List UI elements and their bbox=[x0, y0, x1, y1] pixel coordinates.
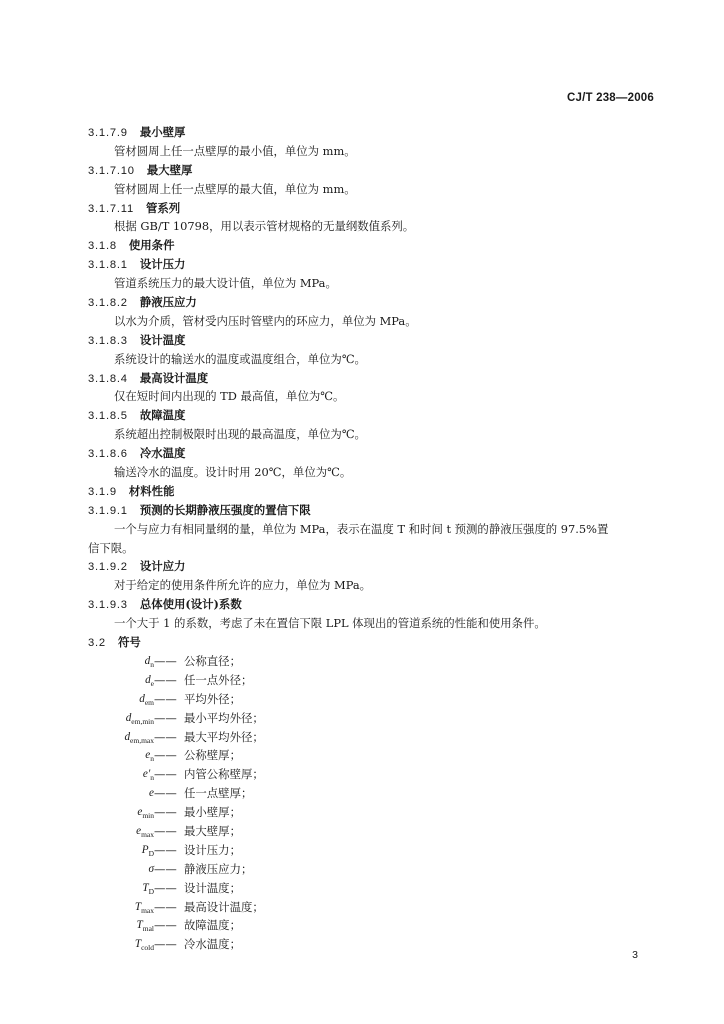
symbol-base: d bbox=[139, 692, 145, 705]
section-number: 3.1.8.4 bbox=[88, 372, 128, 385]
section-title: 最大壁厚 bbox=[146, 162, 193, 177]
symbol-subscript: n bbox=[150, 660, 154, 670]
symbol-dash: —— bbox=[154, 861, 177, 876]
section-number: 3.1.9.3 bbox=[88, 599, 128, 612]
symbol-dash: —— bbox=[154, 767, 177, 782]
symbol-base: T bbox=[134, 900, 142, 913]
section-number: 3.1.8.6 bbox=[88, 448, 128, 461]
section-heading bbox=[88, 293, 644, 312]
section-number: 3.1.7.9 bbox=[88, 127, 128, 139]
symbol-base: e bbox=[145, 749, 151, 762]
symbol-dash: —— bbox=[154, 786, 177, 801]
symbol-dash: —— bbox=[154, 842, 177, 857]
symbol-base: d bbox=[125, 711, 132, 724]
symbol-row bbox=[88, 652, 644, 671]
symbol-definition: 最大平均外径； bbox=[184, 729, 264, 744]
symbol-definition: 设计温度； bbox=[184, 880, 241, 895]
section-title: 设计压力 bbox=[139, 257, 186, 272]
symbol-base: e bbox=[137, 806, 143, 819]
paragraph-text: 输送冷水的温度。设计时用 20℃，单位为℃。 bbox=[114, 465, 352, 480]
section-title: 材料性能 bbox=[128, 483, 175, 498]
section-heading bbox=[88, 557, 644, 576]
symbol-dash: —— bbox=[154, 691, 177, 706]
page-number: 3 bbox=[632, 949, 638, 961]
symbol-row bbox=[88, 765, 644, 784]
section-heading bbox=[88, 123, 644, 142]
section-title: 设计应力 bbox=[139, 559, 186, 574]
section-title: 符号 bbox=[117, 635, 141, 650]
symbol-base: d bbox=[145, 673, 151, 686]
symbol-row bbox=[88, 822, 644, 841]
symbol-row bbox=[88, 935, 644, 954]
section-title: 总体使用(设计)系数 bbox=[139, 597, 242, 612]
symbol-base: T bbox=[136, 919, 143, 932]
symbol-dash: —— bbox=[154, 805, 177, 820]
symbol-row bbox=[88, 898, 644, 917]
symbol-definition: 任一点外径； bbox=[184, 672, 253, 687]
symbol-definition: 最大壁厚； bbox=[184, 823, 241, 838]
symbol-definition: 任一点壁厚； bbox=[184, 786, 253, 801]
symbol-definition: 设计压力； bbox=[184, 842, 241, 857]
symbol-subscript: mal bbox=[142, 924, 154, 934]
section-number: 3.2 bbox=[88, 637, 106, 650]
section-title: 预测的长期静液压强度的置信下限 bbox=[139, 502, 311, 517]
section-title: 设计温度 bbox=[139, 332, 186, 347]
paragraph-text: 系统超出控制极限时出现的最高温度，单位为℃。 bbox=[114, 427, 366, 442]
section-heading bbox=[88, 161, 644, 180]
section-number: 3.1.7.11 bbox=[88, 202, 135, 215]
symbol-dash: —— bbox=[154, 823, 177, 838]
symbol-dash: —— bbox=[154, 937, 177, 952]
section-heading bbox=[88, 406, 644, 425]
section-title: 最高设计温度 bbox=[139, 370, 209, 385]
symbol-dash: —— bbox=[154, 729, 177, 744]
symbol-definition: 平均外径； bbox=[184, 691, 241, 706]
section-number: 3.1.8.5 bbox=[88, 410, 128, 423]
symbol-dash: —— bbox=[154, 880, 177, 895]
paragraph-continuation: 信下限。 bbox=[88, 540, 134, 555]
symbol-definition: 公称直径； bbox=[184, 653, 241, 668]
symbol-base: e bbox=[149, 787, 154, 800]
symbol-base: d bbox=[124, 730, 131, 743]
section-number: 3.1.8 bbox=[88, 240, 117, 253]
symbol-row bbox=[88, 879, 644, 898]
section-title: 使用条件 bbox=[128, 238, 175, 253]
symbol-dash: —— bbox=[154, 653, 177, 668]
section-title: 管系列 bbox=[146, 200, 181, 215]
symbol-row bbox=[88, 841, 644, 860]
symbol-subscript: D bbox=[148, 849, 154, 859]
symbol-subscript: max bbox=[141, 830, 154, 840]
section-heading bbox=[88, 236, 644, 255]
symbol-subscript: n bbox=[150, 754, 154, 764]
symbol-row bbox=[88, 690, 644, 709]
section-heading bbox=[88, 444, 644, 463]
symbol-row bbox=[88, 860, 644, 879]
symbol bbox=[135, 935, 154, 958]
section-number: 3.1.8.2 bbox=[88, 297, 128, 310]
section-number: 3.1.8.1 bbox=[88, 259, 128, 272]
symbol-row bbox=[88, 728, 644, 747]
paragraph-text: 根据 GB/T 10798，用以表示管材规格的无量纲数值系列。 bbox=[114, 219, 415, 234]
symbol-subscript: cold bbox=[141, 943, 154, 953]
symbol-base: d bbox=[144, 654, 151, 667]
paragraph-text: 一个与应力有相同量纲的量，单位为 MPa，表示在温度 T 和时间 t 预测的静液压强度的 97.5%置 bbox=[114, 521, 609, 536]
symbol-base: P bbox=[141, 843, 149, 856]
symbol-dash: —— bbox=[154, 672, 177, 687]
symbol-base: σ bbox=[148, 862, 154, 875]
section-heading bbox=[88, 331, 644, 350]
section-number: 3.1.7.10 bbox=[88, 164, 135, 177]
symbol-definition: 最小壁厚； bbox=[184, 805, 241, 820]
symbol-row bbox=[88, 709, 644, 728]
section-title: 最小壁厚 bbox=[139, 125, 186, 139]
paragraph-text: 对于给定的使用条件所允许的应力，单位为 MPa。 bbox=[114, 578, 372, 593]
paragraph-text: 系统设计的输送水的温度或温度组合，单位为℃。 bbox=[114, 351, 366, 366]
paragraph-text: 一个大于 1 的系数，考虑了未在置信下限 LPL 体现出的管道系统的性能和使用条件。 bbox=[114, 616, 546, 631]
section-title: 静液压应力 bbox=[139, 295, 197, 310]
symbol-subscript: max bbox=[141, 905, 154, 915]
section-heading bbox=[88, 501, 644, 520]
symbol-subscript: e bbox=[150, 679, 154, 689]
symbol-subscript: em,min bbox=[131, 716, 154, 726]
symbol-definition: 静液压应力； bbox=[184, 861, 253, 876]
document-body bbox=[88, 123, 644, 954]
symbol-row bbox=[88, 803, 644, 822]
symbol-dash: —— bbox=[154, 899, 177, 914]
symbol-row bbox=[88, 671, 644, 690]
symbol-base: e bbox=[136, 824, 142, 837]
symbol-definition: 最高设计温度； bbox=[184, 899, 264, 914]
section-heading bbox=[88, 369, 644, 388]
section-heading bbox=[88, 255, 644, 274]
section-heading bbox=[88, 199, 644, 218]
symbol-dash: —— bbox=[154, 710, 177, 725]
paragraph-text: 仅在短时间内出现的 TD 最高值，单位为℃。 bbox=[114, 389, 345, 404]
standard-code: CJ/T 238—2006 bbox=[567, 92, 654, 104]
symbol-subscript: n bbox=[150, 773, 154, 783]
symbol-definition: 故障温度； bbox=[184, 918, 241, 933]
symbol-subscript: min bbox=[142, 811, 154, 821]
symbol-definition: 最小平均外径； bbox=[184, 710, 264, 725]
section-number: 3.1.8.3 bbox=[88, 334, 128, 347]
symbol-definition: 冷水温度； bbox=[184, 937, 241, 952]
symbol-base: T bbox=[134, 938, 142, 951]
symbol-row bbox=[88, 784, 644, 803]
section-number: 3.1.9 bbox=[88, 485, 117, 498]
section-heading bbox=[88, 482, 644, 501]
section-title: 故障温度 bbox=[139, 408, 186, 423]
section-number: 3.1.9.2 bbox=[88, 561, 128, 574]
symbol-subscript: em bbox=[144, 697, 154, 707]
symbol-row bbox=[88, 746, 644, 765]
symbol-subscript: D bbox=[148, 886, 154, 896]
symbol-base: e' bbox=[142, 768, 151, 781]
symbol-dash: —— bbox=[154, 748, 177, 763]
section-heading bbox=[88, 595, 644, 614]
symbol-definition: 内管公称壁厚； bbox=[184, 767, 264, 782]
section-number: 3.1.9.1 bbox=[88, 504, 128, 517]
section-heading bbox=[88, 633, 644, 652]
symbol-definition: 公称壁厚； bbox=[184, 748, 241, 763]
paragraph-text: 以水为介质，管材受内压时管壁内的环应力，单位为 MPa。 bbox=[114, 313, 417, 328]
symbol-dash: —— bbox=[154, 918, 177, 933]
symbol-base: T bbox=[142, 881, 149, 894]
symbol-subscript: em,max bbox=[130, 735, 154, 745]
symbol-row bbox=[88, 916, 644, 935]
paragraph-text: 管材圆周上任一点壁厚的最小值，单位为 mm。 bbox=[114, 143, 356, 158]
paragraph-text: 管道系统压力的最大设计值，单位为 MPa。 bbox=[114, 276, 337, 291]
paragraph-text: 管材圆周上任一点壁厚的最大值，单位为 mm。 bbox=[114, 181, 356, 196]
section-title: 冷水温度 bbox=[139, 446, 186, 461]
